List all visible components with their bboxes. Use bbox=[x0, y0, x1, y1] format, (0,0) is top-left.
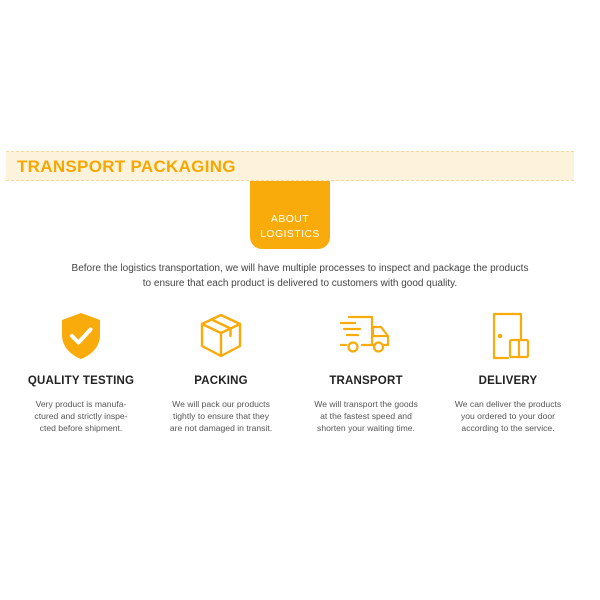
feature-title: DELIVERY bbox=[478, 375, 538, 387]
section-title: TRANSPORT PACKAGING bbox=[17, 157, 236, 176]
door-delivery-icon bbox=[480, 308, 536, 364]
feature-packing bbox=[151, 308, 291, 433]
intro-line2: to ensure that each product is delivered to customers with good quality. bbox=[142, 278, 458, 289]
feature-description bbox=[296, 398, 436, 434]
feature-transport bbox=[296, 308, 436, 433]
about-logistics-tab bbox=[250, 181, 330, 249]
feature-title: PACKING bbox=[194, 375, 248, 387]
truck-icon bbox=[338, 308, 394, 364]
feature-desc-line: tightly to ensure that they bbox=[172, 411, 270, 421]
feature-delivery bbox=[438, 308, 578, 433]
feature-desc-line: ctured and strictly inspe- bbox=[34, 411, 128, 421]
feature-title: QUALITY TESTING bbox=[27, 375, 135, 387]
feature-description bbox=[11, 398, 151, 434]
feature-desc-line: Very product is manufa- bbox=[35, 399, 127, 409]
feature-quality-testing bbox=[11, 308, 151, 433]
intro-line1: Before the logistics transportation, we will have multiple processes to inspect and package the products bbox=[71, 263, 529, 274]
shield-check-icon bbox=[53, 308, 109, 364]
feature-desc-line: are not damaged in transit. bbox=[169, 423, 273, 433]
tab-label-line1: ABOUT bbox=[270, 213, 310, 225]
intro-text bbox=[20, 261, 580, 291]
feature-desc-line: We can deliver the products bbox=[454, 399, 562, 409]
feature-title: TRANSPORT bbox=[329, 375, 403, 387]
box-icon bbox=[193, 308, 249, 364]
feature-desc-line: We will transport the goods bbox=[314, 399, 418, 409]
feature-desc-line: according to the service. bbox=[461, 423, 555, 433]
feature-desc-line: shorten your waiting time. bbox=[317, 423, 415, 433]
feature-desc-line: at the fastest speed and bbox=[320, 411, 412, 421]
feature-desc-line: you ordered to your door bbox=[460, 411, 556, 421]
feature-description bbox=[438, 398, 578, 434]
section-banner bbox=[6, 151, 574, 181]
tab-label-line2: LOGISTICS bbox=[260, 228, 320, 240]
feature-description bbox=[151, 398, 291, 434]
feature-desc-line: We will pack our products bbox=[172, 399, 270, 409]
feature-desc-line: cted before shipment. bbox=[39, 423, 123, 433]
